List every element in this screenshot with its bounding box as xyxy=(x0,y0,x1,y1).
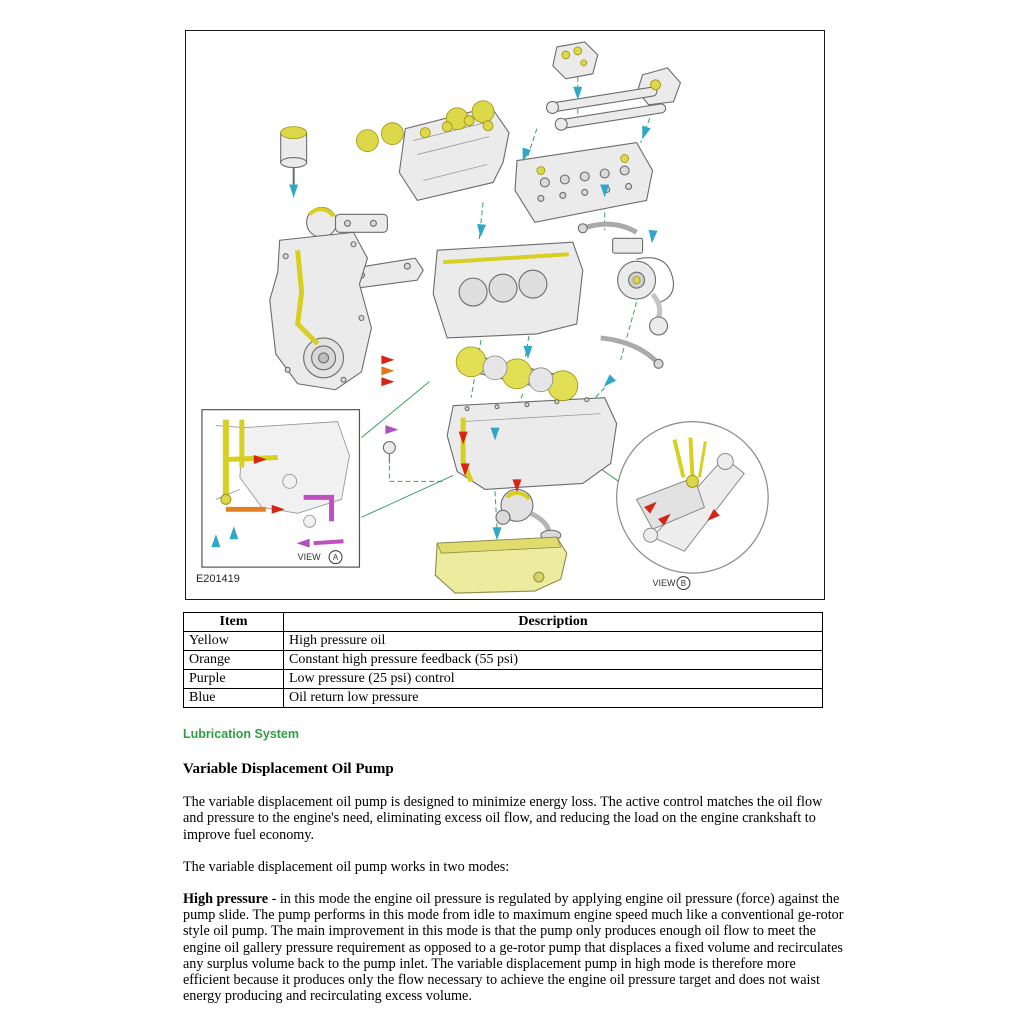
view-a-letter: A xyxy=(332,553,339,563)
item-cell: Purple xyxy=(184,670,284,689)
high-pressure-term: High pressure xyxy=(183,891,269,908)
table-header-row xyxy=(184,613,823,632)
item-cell: Yellow xyxy=(184,632,284,651)
lubrication-system-link[interactable]: Lubrication System xyxy=(183,727,299,741)
document-body xyxy=(183,726,845,1004)
table-row xyxy=(184,689,823,708)
table-row xyxy=(184,632,823,651)
description-cell: Constant high pressure feedback (55 psi) xyxy=(284,651,823,670)
view-b-label: VIEW xyxy=(652,578,676,589)
paragraph-intro: The variable displacement oil pump is designed to minimize energy loss. The active control matches the oil flow and pressure to the engine's need, eliminating excess oil flow, and reducing the load on the engine crankshaft to improve fuel economy. xyxy=(183,794,823,843)
description-cell: High pressure oil xyxy=(284,632,823,651)
page-title: Variable Displacement Oil Pump xyxy=(183,761,394,778)
high-pressure-text: - in this mode the engine oil pressure is regulated by applying engine oil pressure (force) against the pump slide. The pump performs in this mode from idle to maximum engine speed much like a conventional ge-rotor style oil pump. The main improvement in this mode is that the pump only produces enough oil flow to meet the engine oil gallery pressure requirement as opposed to a ge-rotor pump that displaces a fixed volume and recirculates any surplus volume back to the pump inlet. The variable displacement pump in high mode is therefore more efficient because it produces only the flow necessary to achieve the engine oil pressure target and does not waist energy producing and recirculating excess volume. xyxy=(183,891,844,1005)
col-header-description: Description xyxy=(284,613,823,632)
description-cell: Low pressure (25 psi) control xyxy=(284,670,823,689)
table-row xyxy=(184,670,823,689)
table-row xyxy=(184,651,823,670)
item-cell: Orange xyxy=(184,651,284,670)
engine-exploded-diagram xyxy=(186,31,824,599)
view-b-detail xyxy=(617,422,769,590)
figure-code: E201419 xyxy=(195,573,240,586)
item-cell: Blue xyxy=(184,689,284,708)
description-cell: Oil return low pressure xyxy=(284,689,823,708)
engine-diagram-figure xyxy=(185,30,825,600)
col-header-item: Item xyxy=(184,613,284,632)
oil-pressure-legend-table xyxy=(183,612,823,708)
paragraph-high-pressure xyxy=(183,891,845,1004)
view-a-label: VIEW xyxy=(297,552,321,563)
view-a-inset xyxy=(202,410,360,567)
paragraph-modes: The variable displacement oil pump works in two modes: xyxy=(183,858,510,875)
view-b-letter: B xyxy=(680,579,687,589)
lower-oil-pan xyxy=(435,537,567,593)
